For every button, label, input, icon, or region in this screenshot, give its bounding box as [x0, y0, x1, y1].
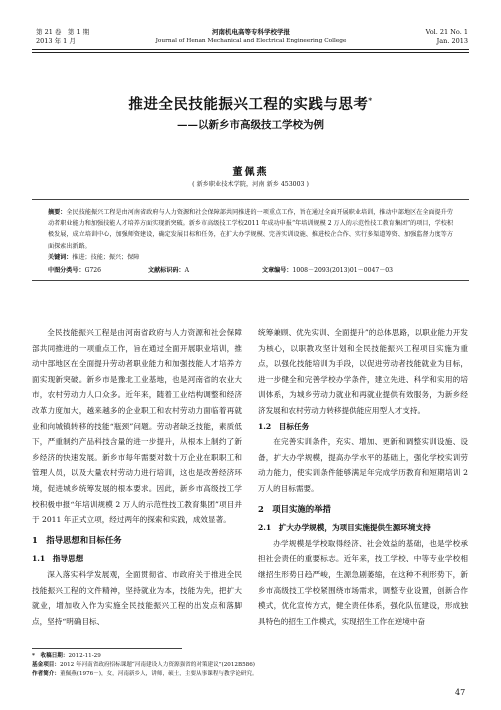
- author-name: 董佩燕: [232, 167, 269, 178]
- subsection-heading-1-1: 1.1 指导思想: [32, 554, 84, 564]
- abstract-text: 全民技能振兴工程是由河南省政府与人力资源和社会保障部共同推进的一项重点工作，旨在通过全面开展职业培训，推动中部地区在全面提升劳动者职业能力和加强技能人才培养方面实现新突破。新乡市高级技工学校2011 年成功申报“年培训规模 2 万人的示范性技工教育集团”的项目，学校积极发展，成立培训中心，加强师资建设，确定发展目标和任务，在扩大办学规模、完善实训设施、推进校企合作、实行多渠道筹资、加强监督力度等方面探索出新路。: [48, 209, 454, 250]
- title-footnote-mark: *: [368, 96, 373, 106]
- document-code-value: A: [184, 267, 189, 274]
- keywords: [48, 252, 453, 261]
- document-code-label: 文献标识码：: [148, 267, 185, 274]
- received-date: 2012-11-29: [68, 653, 101, 659]
- paragraph-intro: 全民技能振兴工程是由河南省政府与人力资源和社会保障部共同推进的一项重点工作，旨在通过全面开展职业培训，推动中部地区在全面提升劳动者职业能力和加强技能人才培养方面实现新突破。新乡市是豫北工业基地，也是河南省的农业大市，农村劳动力人口众多。近年来，随着工业结构调整和经济改革力度加大，越来越多的企业职工和农村劳动力面临着再就业和向城镇转移的技能“瓶颈”问题。劳动者缺乏技能，素质低下，严重制约产品科技含量的进一步提升，从根本上制约了新乡经济的快速发展。新乡市每年需要对数十万企业在职职工和管理人员，以及大量农村劳动力进行培训，这也是改善经济环境，促进城乡统筹发展的根本要求。因此，新乡市高级技工学校积极申报“年培训规模 2 万人的示范性技工教育集团”项目并于 2011 年正式立项，经过两年的探索和实践，成效显著。: [32, 328, 242, 525]
- paragraph-2-1: 办学规模是学校取得经济、社会效益的基础，也是学校承担社会责任的重要标志。近年来，技工学校、中等专业学校相继招生形势日趋严峻，生源急剧萎缩，在这种不利形势下，新乡市高级技工学校紧围绕市场需求，调整专业设置，创新合作模式，优化宣传方式，健全责任体系，强化队伍建设，形成独具特色的招生工作模式，实现招生工作在逆境中奋: [258, 538, 468, 626]
- section-heading-2: 2 项目实施的举措: [258, 503, 331, 514]
- abstract: [48, 207, 453, 252]
- clc-value: G726: [84, 267, 102, 274]
- keywords-label: 关键词：: [48, 254, 73, 261]
- header-volume-en: [400, 28, 468, 46]
- paragraph-1-1: 深入落实科学发展观，全面贯彻省、市政府关于推进全民技能振兴工程的文件精神，坚持就业为本，技能为先，把扩大就业，增加收入作为实施全民技能振兴工程的出发点和落脚点，坚持“明确目标、: [32, 569, 242, 626]
- header-volume: [36, 28, 89, 46]
- subsection-heading-2-1: 2.1 扩大办学规模，为项目实施提供生源环境支持: [258, 523, 431, 533]
- header-vol-en: Vol. 21 No. 1: [425, 28, 468, 36]
- header-volume-issue: 第 21 卷 第 1 期: [36, 28, 90, 36]
- author-bio-text: 董佩燕(1976－)，女，河南新乡人，讲师，硕士，主要从事课程与教学论研究。: [59, 671, 258, 677]
- footnote-author: [32, 670, 472, 679]
- received-label: * 收稿日期：: [32, 653, 69, 659]
- section-heading-1: 1 指导思想和目标任务: [32, 534, 122, 545]
- header-date-en: Jan. 2013: [436, 37, 468, 45]
- header-rule: [32, 49, 469, 50]
- article-subtitle: ——以新乡市高级技工学校为例: [177, 119, 324, 131]
- article-title: [0, 93, 501, 114]
- author-bio-label: 作者简介：: [32, 671, 60, 677]
- header-date: 2013 年 1 月: [36, 37, 76, 45]
- article-number: [262, 265, 393, 274]
- footnote-rule: [32, 648, 182, 649]
- article-number-label: 文章编号：: [262, 267, 293, 274]
- journal-name-cn: 河南机电高等专科学校学报: [212, 28, 290, 36]
- left-column: [32, 325, 242, 629]
- right-column: [258, 325, 468, 629]
- paragraph-1-1-cont: 统筹兼顾、优先实训、全面提升”的总体思路，以职业能力开发为核心，以职教攻坚计划和全民技能振兴工程项目实施为重点，以强化技能培训为手段，以促进劳动者技能就业为目标，进一步健全和完善学校办学条件，建立先进、科学和实用的培训体系，为城乡劳动力就业和再就业提供有效服务，为新乡经济发展和农村劳动力转移提供能应用型人才支持。: [258, 328, 468, 415]
- document-code: [148, 265, 189, 274]
- abstract-label: 摘要：: [48, 209, 67, 216]
- article-title-text: 推进全民技能振兴工程的实践与思考: [128, 96, 369, 113]
- subsection-heading-1-2: 1.2 目标任务: [258, 421, 310, 431]
- header-journal: [120, 28, 382, 46]
- fund-label: 基金项目：: [32, 662, 60, 668]
- abstract-rule-bottom: [32, 280, 469, 281]
- footnote-fund: [32, 661, 472, 670]
- header-rule-thin: [32, 52, 469, 53]
- clc-number: [48, 265, 101, 274]
- journal-name-en: Journal of Henan Mechanical and Electrical Engineering College: [155, 38, 347, 44]
- footnote: [32, 652, 472, 679]
- footnote-received: [32, 652, 472, 661]
- article-number-value: 1008－2093(2013)01－0047－03: [292, 267, 394, 274]
- clc-label: 中图分类号：: [48, 267, 85, 274]
- abstract-rule-top: [32, 199, 469, 200]
- page-number: 47: [455, 688, 466, 697]
- paragraph-1-2: 在完善实训条件，充实、增加、更新和调整实训设施、设备，扩大办学规模，提高办学水平的基础上，强化学校实训劳动力能力，使实训条件能够满足年完成学历教育和短期培训 2 万人的目标需要。: [258, 437, 468, 493]
- fund-text: 2012 年河南省政府招标课题“河南建设人力资源强省的对策建议”(2012B586): [59, 662, 255, 668]
- keywords-text: 推进；技能；振兴；保障: [72, 254, 140, 261]
- author-affiliation: ( 新乡职业技术学院，河南 新乡 453003 ): [192, 181, 309, 188]
